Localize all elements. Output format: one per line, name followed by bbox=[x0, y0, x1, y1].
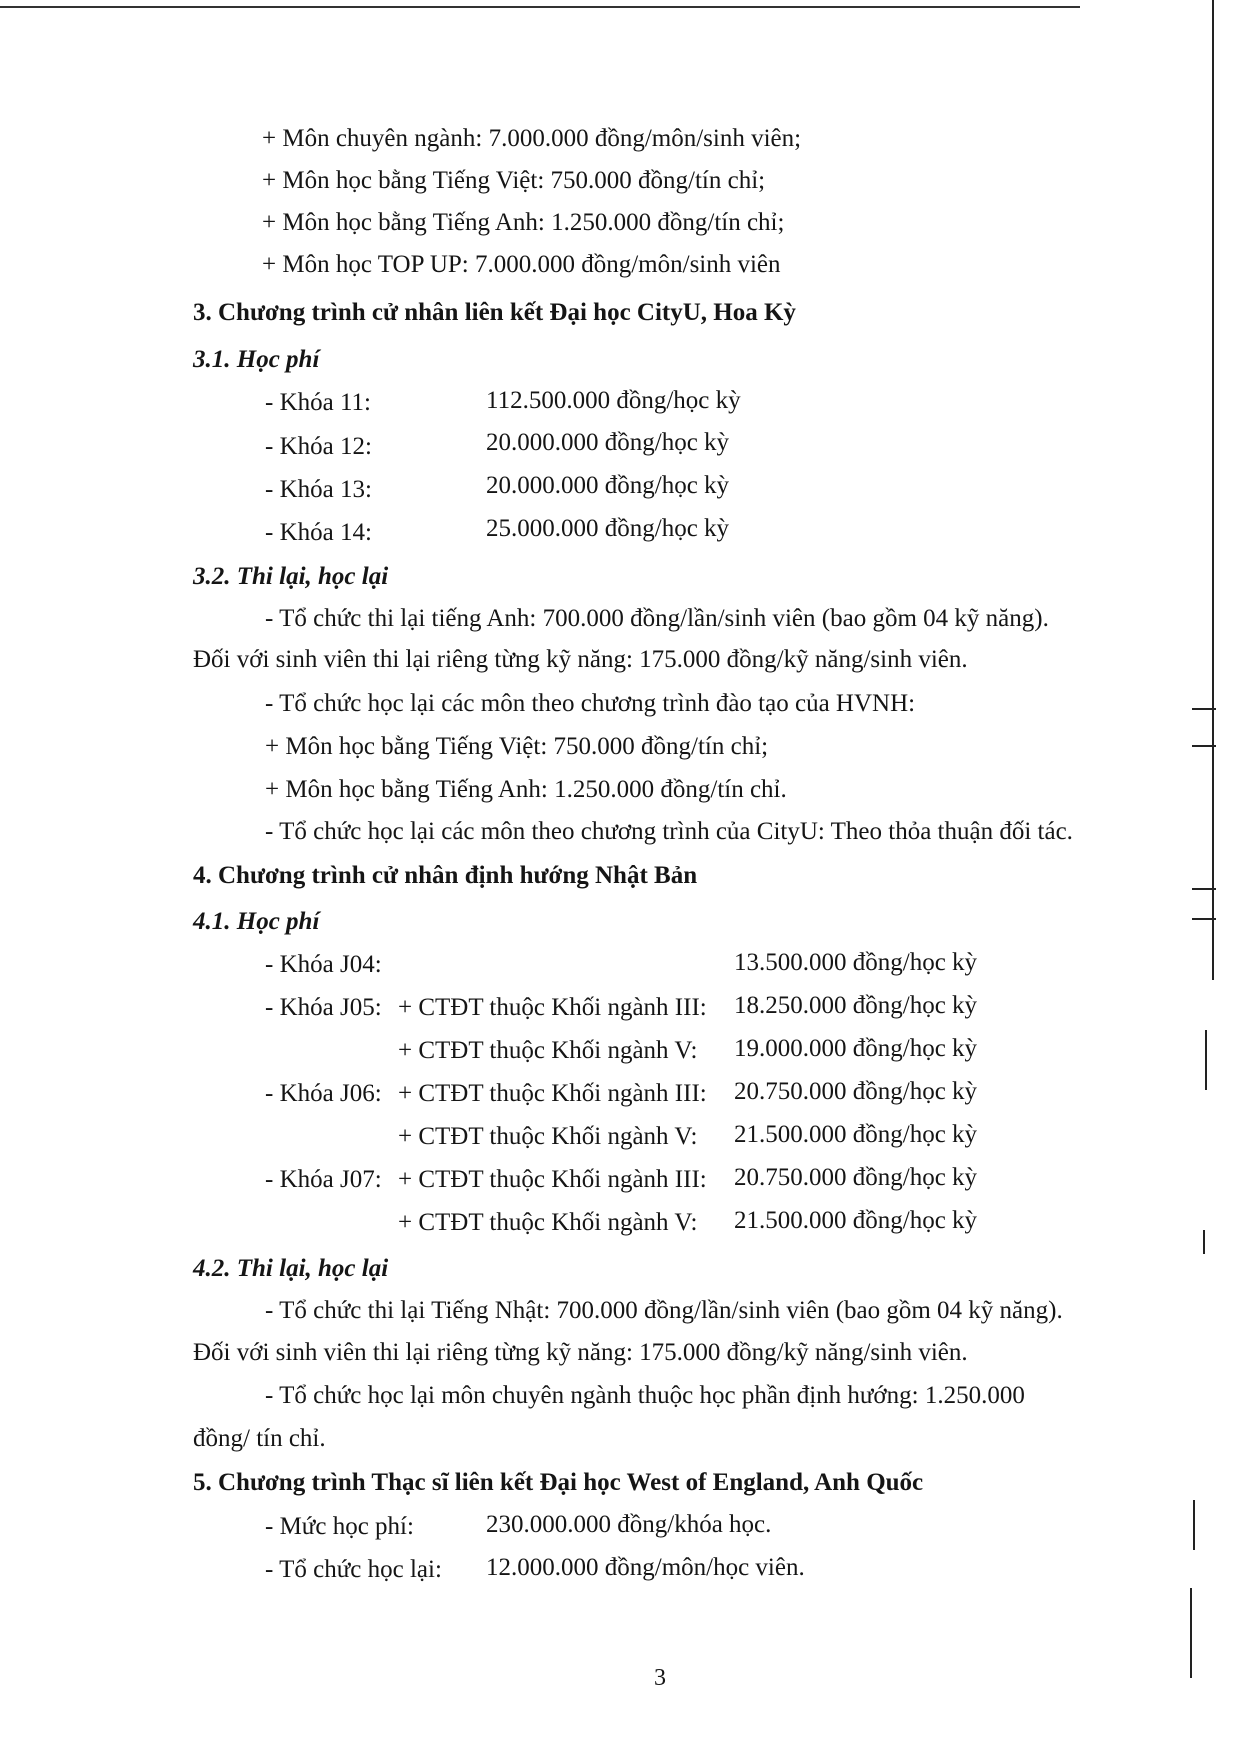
retake-vietnamese-line: + Môn học bằng Tiếng Việt: 750.000 đồng/tín chỉ; bbox=[265, 733, 769, 760]
retake-hvnh-line: - Tổ chức học lại các môn theo chương trình đào tạo của HVNH: bbox=[265, 690, 916, 717]
scan-edge-tick bbox=[1192, 708, 1216, 710]
bullet-topup-fee: + Môn học TOP UP: 7.000.000 đồng/môn/sinh viên bbox=[262, 251, 781, 278]
cohort-group: + CTĐT thuộc Khối ngành V: bbox=[398, 1037, 698, 1064]
cohort-value: 18.250.000 đồng/học kỳ bbox=[734, 992, 978, 1019]
fee-row-value: 13.500.000 đồng/học kỳ bbox=[734, 949, 978, 976]
section-5-heading: 5. Chương trình Thạc sĩ liên kết Đại học West of England, Anh Quốc bbox=[193, 1469, 924, 1496]
cohort-value: 21.500.000 đồng/học kỳ bbox=[734, 1207, 978, 1234]
retake-exam-line: - Tổ chức thi lại tiếng Anh: 700.000 đồng/lần/sinh viên (bao gồm 04 kỹ năng). bbox=[265, 605, 1049, 632]
section-3-2-heading: 3.2. Thi lại, học lại bbox=[193, 563, 389, 590]
fee-row-label: - Tổ chức học lại: bbox=[265, 1556, 442, 1583]
fee-row-value: 112.500.000 đồng/học kỳ bbox=[486, 387, 741, 414]
retake-major-line: - Tổ chức học lại môn chuyên ngành thuộc học phần định hướng: 1.250.000 bbox=[265, 1382, 1025, 1409]
fee-row-label: - Khóa 13: bbox=[265, 476, 372, 503]
cohort-value: 19.000.000 đồng/học kỳ bbox=[734, 1035, 978, 1062]
cohort-group: + CTĐT thuộc Khối ngành III: bbox=[398, 1080, 707, 1107]
cohort-value: 20.750.000 đồng/học kỳ bbox=[734, 1164, 978, 1191]
cohort-value: 21.500.000 đồng/học kỳ bbox=[734, 1121, 978, 1148]
fee-row-value: 20.000.000 đồng/học kỳ bbox=[486, 429, 730, 456]
section-3-1-heading: 3.1. Học phí bbox=[193, 346, 320, 373]
retake-english-line: + Môn học bằng Tiếng Anh: 1.250.000 đồng/tín chỉ. bbox=[265, 776, 787, 803]
cohort-label: - Khóa J05: bbox=[265, 994, 382, 1021]
scan-edge-tick bbox=[1192, 888, 1216, 890]
section-4-1-heading: 4.1. Học phí bbox=[193, 908, 320, 935]
fee-row-value: 230.000.000 đồng/khóa học. bbox=[486, 1511, 772, 1538]
cohort-group: + CTĐT thuộc Khối ngành III: bbox=[398, 994, 707, 1021]
bullet-vietnamese-fee: + Môn học bằng Tiếng Việt: 750.000 đồng/tín chỉ; bbox=[262, 167, 766, 194]
fee-row-value: 25.000.000 đồng/học kỳ bbox=[486, 515, 730, 542]
fee-row-label: - Khóa 11: bbox=[265, 389, 371, 416]
cohort-label: - Khóa J07: bbox=[265, 1166, 382, 1193]
bullet-english-fee: + Môn học bằng Tiếng Anh: 1.250.000 đồng/tín chỉ; bbox=[262, 209, 785, 236]
cohort-group: + CTĐT thuộc Khối ngành III: bbox=[398, 1166, 707, 1193]
cohort-group: + CTĐT thuộc Khối ngành V: bbox=[398, 1209, 698, 1236]
fee-row-label: - Mức học phí: bbox=[265, 1513, 414, 1540]
scan-edge-tick bbox=[1192, 918, 1216, 920]
scan-edge-line bbox=[1203, 1230, 1205, 1254]
page-number: 3 bbox=[654, 1665, 666, 1691]
scan-edge-line bbox=[1212, 0, 1214, 980]
fee-row-label: - Khóa J04: bbox=[265, 951, 382, 978]
scan-edge-line bbox=[1193, 1500, 1195, 1550]
fee-row-value: 12.000.000 đồng/môn/học viên. bbox=[486, 1554, 805, 1581]
section-4-heading: 4. Chương trình cử nhân định hướng Nhật Bản bbox=[193, 862, 698, 889]
retake-cityu-line: - Tổ chức học lại các môn theo chương trình của CityU: Theo thỏa thuận đối tác. bbox=[265, 818, 1073, 845]
retake-exam-line: Đối với sinh viên thi lại riêng từng kỹ năng: 175.000 đồng/kỹ năng/sinh viên. bbox=[193, 1339, 968, 1366]
retake-major-line: đồng/ tín chỉ. bbox=[193, 1425, 326, 1452]
scan-edge-line bbox=[1205, 1030, 1207, 1090]
cohort-group: + CTĐT thuộc Khối ngành V: bbox=[398, 1123, 698, 1150]
retake-exam-line: - Tổ chức thi lại Tiếng Nhật: 700.000 đồng/lần/sinh viên (bao gồm 04 kỹ năng). bbox=[265, 1297, 1063, 1324]
fee-row-value: 20.000.000 đồng/học kỳ bbox=[486, 472, 730, 499]
cohort-value: 20.750.000 đồng/học kỳ bbox=[734, 1078, 978, 1105]
section-3-heading: 3. Chương trình cử nhân liên kết Đại học CityU, Hoa Kỳ bbox=[193, 299, 796, 326]
fee-row-label: - Khóa 14: bbox=[265, 519, 372, 546]
cohort-label: - Khóa J06: bbox=[265, 1080, 382, 1107]
scan-edge-tick bbox=[1192, 745, 1216, 747]
scan-edge-line bbox=[1190, 1588, 1192, 1678]
retake-exam-line: Đối với sinh viên thi lại riêng từng kỹ năng: 175.000 đồng/kỹ năng/sinh viên. bbox=[193, 646, 968, 673]
scan-top-rule bbox=[0, 6, 1080, 8]
bullet-major-fee: + Môn chuyên ngành: 7.000.000 đồng/môn/sinh viên; bbox=[262, 125, 802, 152]
section-4-2-heading: 4.2. Thi lại, học lại bbox=[193, 1255, 389, 1282]
fee-row-label: - Khóa 12: bbox=[265, 433, 372, 460]
